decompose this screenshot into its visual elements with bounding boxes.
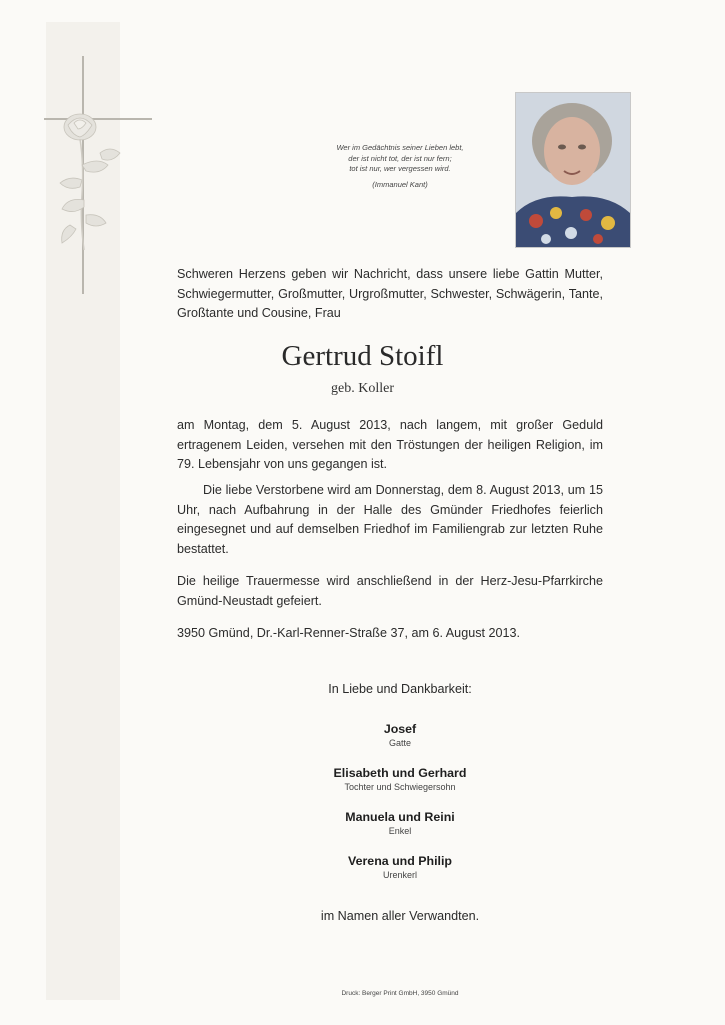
mourner-relation: Gatte (388, 738, 411, 748)
deceased-name: Gertrud Stoifl (281, 340, 444, 372)
closing-line: im Namen aller Verwandten. (320, 909, 480, 923)
mourner-name: Verena und Philip (348, 854, 452, 868)
mourner-name: Manuela und Reini (345, 810, 455, 824)
mourner-name: Elisabeth und Gerhard (333, 766, 467, 780)
maiden-name: geb. Koller (331, 381, 394, 396)
quote-line: Wer im Gedächtnis seiner Lieben lebt, (336, 143, 464, 152)
quote-line: der ist nicht tot, der ist nur fern; (348, 153, 452, 163)
place-date: 3950 Gmünd, Dr.-Karl-Renner-Straße 37, am 6. August 2013. (177, 626, 521, 640)
mourner-entry (0, 766, 725, 792)
mass-paragraph: Die heilige Trauermesse wird anschließend in der Herz-Jesu-Pfarrkirche Gmünd-Neustadt gefeiert. (177, 574, 603, 608)
printer-credit: Druck: Berger Print GmbH, 3950 Gmünd (341, 990, 459, 997)
mourner-relation: Urenkerl (382, 870, 417, 880)
rose-icon (50, 105, 130, 255)
mourner-relation: Enkel (388, 826, 412, 836)
quote-block (300, 143, 500, 190)
mourner-entry (0, 810, 725, 836)
mourner-entry (0, 854, 725, 880)
intro-paragraph: Schweren Herzens geben wir Nachricht, dass unsere liebe Gattin Mutter, Schwiegermutter, Großmutter, Urgroßmutter, Schwester, Schwägerin, Tante, Großtante und Cousine, Frau (177, 267, 603, 320)
quote-line: tot ist nur, wer vergessen wird. (349, 164, 451, 173)
mourner-relation: Tochter und Schwiegersohn (344, 782, 456, 792)
quote-author: (Immanuel Kant) (372, 179, 428, 189)
death-paragraph: am Montag, dem 5. August 2013, nach langem, mit großer Geduld ertragenem Leiden, versehen mit den Tröstungen der heiligen Religion, im 79. Lebensjahr von uns gegangen ist. (177, 418, 603, 471)
mourner-entry (0, 722, 725, 748)
funeral-paragraph: Die liebe Verstorbene wird am Donnerstag, dem 8. August 2013, um 15 Uhr, nach Aufbahrung in der Halle des Gmünder Friedhofes feierlich eingesegnet und auf demselben Friedhof im Familiengrab zur letzten Ruhe bestattet. (177, 483, 603, 556)
portrait-photo (515, 92, 631, 248)
mourner-name: Josef (383, 722, 417, 736)
closing-intro: In Liebe und Dankbarkeit: (328, 682, 472, 696)
